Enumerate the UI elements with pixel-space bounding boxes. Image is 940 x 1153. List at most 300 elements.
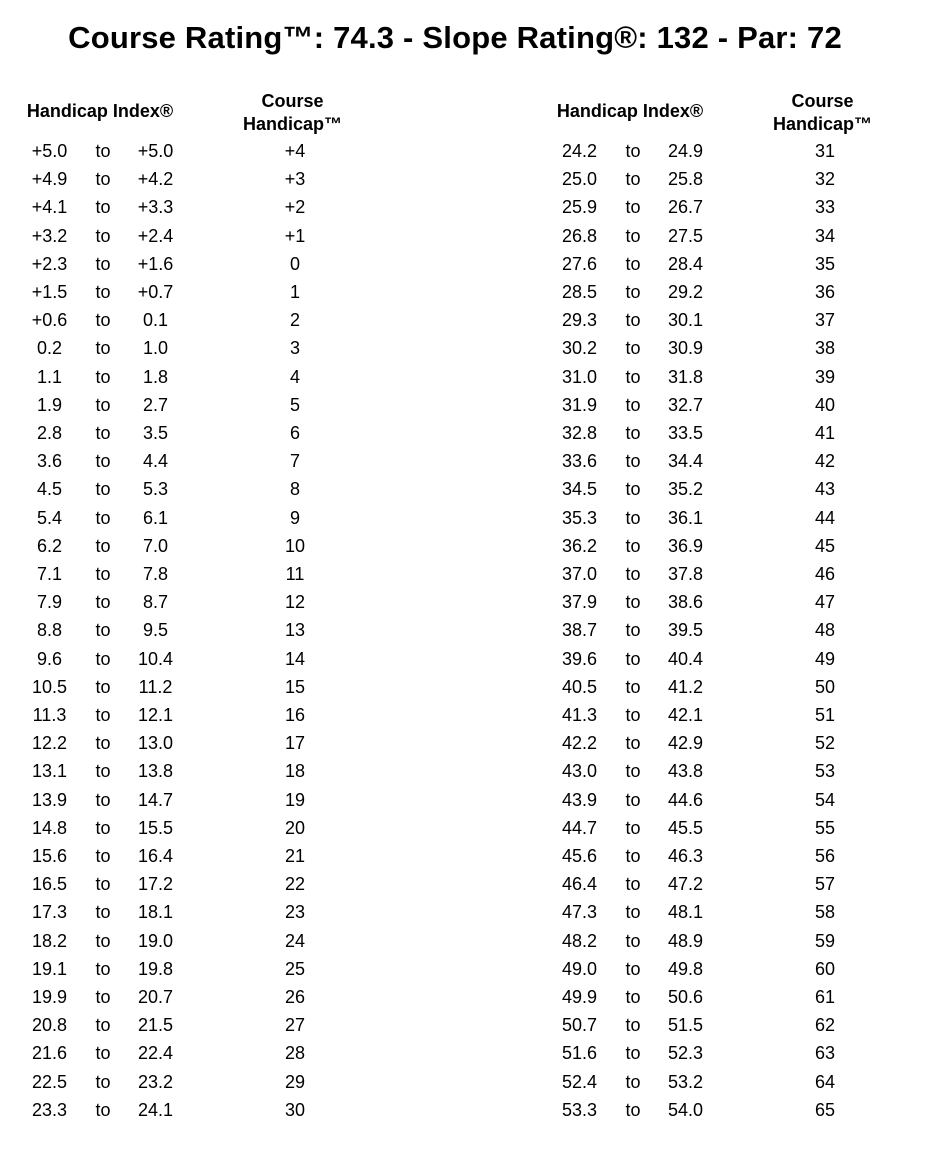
handicap-index-to: +0.7 bbox=[137, 282, 174, 302]
handicap-index-from: 40.5 bbox=[561, 676, 598, 697]
handicap-index-from: 4.5 bbox=[36, 479, 63, 500]
table-row bbox=[540, 729, 900, 757]
handicap-index-to: 49.8 bbox=[667, 958, 704, 979]
range-separator: to bbox=[95, 987, 111, 1007]
handicap-index-from: 26.8 bbox=[561, 225, 598, 246]
course-handicap: 47 bbox=[814, 592, 836, 613]
range-separator: to bbox=[625, 338, 641, 359]
table-row bbox=[10, 222, 370, 250]
header-course-handicap-line1: Course bbox=[261, 91, 324, 111]
handicap-index-from: 49.9 bbox=[561, 987, 598, 1007]
course-handicap: 57 bbox=[814, 874, 836, 895]
table-row bbox=[540, 814, 900, 842]
table-row bbox=[10, 391, 370, 419]
table-row bbox=[10, 927, 370, 955]
course-handicap: 55 bbox=[814, 817, 836, 838]
table-row bbox=[10, 504, 370, 532]
table-row bbox=[10, 842, 370, 870]
table-row bbox=[540, 165, 900, 193]
range-separator: to bbox=[625, 930, 641, 951]
handicap-index-to: 28.4 bbox=[667, 253, 704, 274]
handicap-index-from: 1.1 bbox=[36, 366, 63, 387]
course-handicap: 8 bbox=[289, 479, 300, 500]
table-row bbox=[10, 701, 370, 729]
course-handicap: 53 bbox=[814, 761, 836, 782]
range-separator: to bbox=[625, 564, 641, 584]
handicap-index-from: 23.3 bbox=[31, 1099, 68, 1120]
range-separator: to bbox=[625, 676, 641, 697]
handicap-index-from: 15.6 bbox=[31, 846, 68, 866]
table-row bbox=[540, 588, 900, 616]
range-separator: to bbox=[625, 902, 641, 923]
handicap-index-to: 43.8 bbox=[667, 761, 704, 782]
course-handicap: 63 bbox=[814, 1043, 836, 1064]
course-handicap: 17 bbox=[284, 733, 306, 754]
handicap-index-from: 35.3 bbox=[561, 507, 598, 528]
table-row bbox=[540, 306, 900, 334]
table-row bbox=[10, 475, 370, 503]
range-separator: to bbox=[625, 507, 641, 528]
course-handicap: 65 bbox=[814, 1099, 836, 1120]
course-handicap: 3 bbox=[289, 338, 300, 359]
table-row bbox=[10, 645, 370, 673]
handicap-index-to: 7.8 bbox=[142, 564, 169, 584]
handicap-index-from: 52.4 bbox=[561, 1071, 598, 1092]
range-separator: to bbox=[95, 564, 111, 584]
range-separator: to bbox=[95, 1015, 111, 1036]
handicap-index-to: 14.7 bbox=[137, 789, 174, 810]
course-handicap: 27 bbox=[284, 1015, 306, 1036]
handicap-index-to: 9.5 bbox=[142, 620, 169, 641]
handicap-index-to: 35.2 bbox=[667, 479, 704, 500]
table-row bbox=[540, 927, 900, 955]
range-separator: to bbox=[625, 761, 641, 782]
range-separator: to bbox=[625, 1015, 641, 1036]
handicap-index-to: 25.8 bbox=[667, 169, 704, 190]
table-row bbox=[540, 278, 900, 306]
table-row bbox=[10, 419, 370, 447]
course-handicap: 13 bbox=[284, 620, 306, 641]
handicap-index-from: 33.6 bbox=[561, 451, 598, 472]
handicap-index-to: 53.2 bbox=[667, 1071, 704, 1092]
course-handicap: +3 bbox=[284, 169, 306, 190]
handicap-index-to: 26.7 bbox=[667, 197, 704, 218]
handicap-index-from: 53.3 bbox=[561, 1099, 598, 1120]
range-separator: to bbox=[95, 451, 111, 472]
table-row bbox=[10, 334, 370, 362]
course-handicap: 50 bbox=[814, 676, 836, 697]
handicap-index-from: 42.2 bbox=[561, 733, 598, 754]
range-separator: to bbox=[625, 366, 641, 387]
range-separator: to bbox=[95, 592, 111, 613]
handicap-index-from: 38.7 bbox=[561, 620, 598, 641]
handicap-index-from: 27.6 bbox=[561, 253, 598, 274]
handicap-index-from: 50.7 bbox=[561, 1015, 598, 1036]
table-row bbox=[10, 814, 370, 842]
range-separator: to bbox=[625, 197, 641, 218]
table-row bbox=[10, 250, 370, 278]
course-handicap: 0 bbox=[289, 253, 300, 274]
handicap-index-to: 46.3 bbox=[667, 846, 704, 866]
course-handicap: 56 bbox=[814, 846, 836, 866]
range-separator: to bbox=[625, 169, 641, 190]
range-separator: to bbox=[625, 705, 641, 725]
handicap-index-to: 42.9 bbox=[667, 733, 704, 754]
table-row bbox=[10, 447, 370, 475]
handicap-index-to: 24.1 bbox=[137, 1099, 174, 1120]
table-row bbox=[540, 447, 900, 475]
handicap-index-to: 42.1 bbox=[667, 705, 704, 725]
course-handicap: 37 bbox=[814, 310, 836, 331]
table-row bbox=[10, 616, 370, 644]
handicap-index-to: 31.8 bbox=[667, 366, 704, 387]
range-separator: to bbox=[625, 1043, 641, 1064]
table-row bbox=[10, 955, 370, 983]
handicap-index-to: 20.7 bbox=[137, 987, 174, 1007]
handicap-index-to: 33.5 bbox=[667, 423, 704, 443]
handicap-index-to: 30.1 bbox=[667, 310, 704, 331]
range-separator: to bbox=[95, 169, 111, 190]
range-separator: to bbox=[95, 197, 111, 218]
handicap-index-to: 19.8 bbox=[137, 958, 174, 979]
handicap-index-to: +4.2 bbox=[137, 169, 174, 190]
handicap-index-from: 11.3 bbox=[32, 705, 67, 725]
range-separator: to bbox=[95, 676, 111, 697]
course-handicap: +1 bbox=[284, 225, 306, 246]
header-course-handicap-line1: Course bbox=[791, 91, 854, 111]
handicap-index-from: 34.5 bbox=[561, 479, 598, 500]
range-separator: to bbox=[625, 592, 641, 613]
handicap-index-from: 45.6 bbox=[561, 846, 598, 866]
handicap-index-from: 14.8 bbox=[31, 817, 68, 838]
handicap-index-from: 13.1 bbox=[31, 761, 68, 782]
handicap-index-from: 0.2 bbox=[36, 338, 63, 359]
handicap-index-to: 54.0 bbox=[667, 1099, 704, 1120]
table-row bbox=[540, 842, 900, 870]
handicap-index-to: 13.8 bbox=[137, 761, 174, 782]
range-separator: to bbox=[95, 479, 111, 500]
table-row bbox=[540, 786, 900, 814]
table-row bbox=[540, 1096, 900, 1124]
table-row bbox=[10, 137, 370, 165]
handicap-index-from: 16.5 bbox=[31, 874, 68, 895]
course-handicap: 34 bbox=[814, 225, 836, 246]
range-separator: to bbox=[625, 874, 641, 895]
range-separator: to bbox=[95, 225, 111, 246]
header-handicap-index-right: Handicap Index® bbox=[556, 101, 704, 121]
course-handicap: 16 bbox=[284, 705, 306, 725]
course-handicap: 22 bbox=[284, 874, 306, 895]
handicap-index-from: 46.4 bbox=[561, 874, 598, 895]
handicap-index-to: 36.9 bbox=[667, 535, 704, 556]
course-handicap: 35 bbox=[814, 253, 836, 274]
handicap-index-to: 41.2 bbox=[667, 676, 704, 697]
handicap-index-from: 37.0 bbox=[561, 564, 598, 584]
header-handicap-index-left: Handicap Index® bbox=[26, 101, 174, 121]
table-row bbox=[10, 983, 370, 1011]
handicap-index-to: 50.6 bbox=[667, 987, 704, 1007]
table-row bbox=[10, 673, 370, 701]
range-separator: to bbox=[95, 423, 111, 443]
course-handicap: 9 bbox=[289, 507, 300, 528]
range-separator: to bbox=[95, 141, 111, 161]
handicap-index-from: 41.3 bbox=[561, 705, 598, 725]
table-row bbox=[10, 786, 370, 814]
range-separator: to bbox=[95, 733, 111, 754]
table-row bbox=[10, 1011, 370, 1039]
table-row bbox=[540, 955, 900, 983]
handicap-index-from: 17.3 bbox=[31, 902, 68, 923]
handicap-index-to: 0.1 bbox=[142, 310, 169, 331]
range-separator: to bbox=[625, 282, 641, 302]
range-separator: to bbox=[95, 394, 111, 415]
handicap-index-to: 51.5 bbox=[667, 1015, 704, 1036]
range-separator: to bbox=[95, 310, 111, 331]
course-handicap: 36 bbox=[814, 282, 836, 302]
handicap-index-from: +4.1 bbox=[31, 197, 68, 218]
handicap-index-from: 44.7 bbox=[561, 817, 598, 838]
course-handicap: 38 bbox=[814, 338, 836, 359]
range-separator: to bbox=[95, 789, 111, 810]
course-handicap: 59 bbox=[814, 930, 836, 951]
header-course-handicap-right bbox=[760, 90, 885, 136]
handicap-index-from: 25.9 bbox=[561, 197, 598, 218]
table-row bbox=[10, 278, 370, 306]
handicap-index-to: 4.4 bbox=[142, 451, 169, 472]
course-handicap: 15 bbox=[284, 676, 306, 697]
table-row bbox=[540, 673, 900, 701]
handicap-index-from: 6.2 bbox=[36, 535, 63, 556]
course-handicap: 60 bbox=[814, 958, 836, 979]
range-separator: to bbox=[625, 733, 641, 754]
handicap-index-to: 12.1 bbox=[137, 705, 174, 725]
course-handicap: 31 bbox=[814, 141, 836, 161]
range-separator: to bbox=[625, 789, 641, 810]
course-handicap: 61 bbox=[814, 987, 836, 1007]
course-handicap: 30 bbox=[284, 1099, 306, 1120]
range-separator: to bbox=[625, 1099, 641, 1120]
handicap-index-from: 12.2 bbox=[31, 733, 68, 754]
range-separator: to bbox=[625, 141, 641, 161]
handicap-index-from: 5.4 bbox=[36, 507, 63, 528]
handicap-index-from: 31.9 bbox=[561, 394, 598, 415]
handicap-index-from: 3.6 bbox=[36, 451, 63, 472]
range-separator: to bbox=[95, 1071, 111, 1092]
handicap-index-to: 38.6 bbox=[667, 592, 704, 613]
handicap-index-to: 15.5 bbox=[137, 817, 174, 838]
range-separator: to bbox=[95, 648, 111, 669]
range-separator: to bbox=[95, 253, 111, 274]
handicap-index-from: 28.5 bbox=[561, 282, 598, 302]
table-row bbox=[10, 1039, 370, 1067]
range-separator: to bbox=[95, 930, 111, 951]
range-separator: to bbox=[625, 394, 641, 415]
handicap-index-to: 40.4 bbox=[667, 648, 704, 669]
range-separator: to bbox=[95, 620, 111, 641]
table-row bbox=[10, 165, 370, 193]
range-separator: to bbox=[625, 253, 641, 274]
range-separator: to bbox=[95, 535, 111, 556]
header-course-handicap-left bbox=[230, 90, 355, 136]
handicap-index-from: 19.1 bbox=[31, 958, 68, 979]
table-row bbox=[540, 250, 900, 278]
course-handicap: 62 bbox=[814, 1015, 836, 1036]
handicap-index-from: 39.6 bbox=[561, 648, 598, 669]
range-separator: to bbox=[95, 366, 111, 387]
table-row bbox=[10, 898, 370, 926]
table-row bbox=[540, 983, 900, 1011]
table-row bbox=[540, 898, 900, 926]
course-handicap: 45 bbox=[814, 535, 836, 556]
range-separator: to bbox=[625, 225, 641, 246]
range-separator: to bbox=[625, 479, 641, 500]
handicap-index-to: 48.9 bbox=[667, 930, 704, 951]
handicap-index-from: 43.0 bbox=[561, 761, 598, 782]
course-handicap: 7 bbox=[289, 451, 300, 472]
range-separator: to bbox=[625, 958, 641, 979]
handicap-index-from: +5.0 bbox=[31, 141, 68, 161]
table-row bbox=[540, 757, 900, 785]
handicap-index-from: 2.8 bbox=[36, 423, 63, 443]
course-handicap: 19 bbox=[284, 789, 306, 810]
table-row bbox=[10, 363, 370, 391]
handicap-index-from: 30.2 bbox=[561, 338, 598, 359]
table-row bbox=[10, 532, 370, 560]
handicap-index-to: +3.3 bbox=[137, 197, 174, 218]
range-separator: to bbox=[625, 648, 641, 669]
handicap-index-to: 8.7 bbox=[142, 592, 169, 613]
course-handicap: 42 bbox=[814, 451, 836, 472]
range-separator: to bbox=[625, 535, 641, 556]
range-separator: to bbox=[625, 423, 641, 443]
course-handicap: 2 bbox=[289, 310, 300, 331]
handicap-index-to: 39.5 bbox=[667, 620, 704, 641]
handicap-index-to: 36.1 bbox=[667, 507, 704, 528]
course-handicap: 32 bbox=[814, 169, 836, 190]
range-separator: to bbox=[95, 846, 111, 866]
range-separator: to bbox=[95, 817, 111, 838]
range-separator: to bbox=[625, 451, 641, 472]
course-handicap: 21 bbox=[284, 846, 306, 866]
table-row bbox=[540, 870, 900, 898]
course-handicap: 39 bbox=[814, 366, 836, 387]
handicap-index-to: 22.4 bbox=[137, 1043, 174, 1064]
handicap-index-from: 22.5 bbox=[31, 1071, 68, 1092]
course-handicap: 6 bbox=[289, 423, 300, 443]
course-handicap: 29 bbox=[284, 1071, 306, 1092]
course-handicap: 51 bbox=[814, 705, 836, 725]
handicap-index-to: 11.2 bbox=[138, 676, 173, 697]
handicap-index-from: 32.8 bbox=[561, 423, 598, 443]
range-separator: to bbox=[625, 987, 641, 1007]
table-row bbox=[540, 560, 900, 588]
course-handicap: 48 bbox=[814, 620, 836, 641]
course-handicap: 52 bbox=[814, 733, 836, 754]
header-course-handicap-line2: Handicap™ bbox=[242, 114, 343, 134]
handicap-index-to: 21.5 bbox=[137, 1015, 174, 1036]
range-separator: to bbox=[95, 902, 111, 923]
handicap-index-to: 18.1 bbox=[137, 902, 174, 923]
range-separator: to bbox=[95, 761, 111, 782]
handicap-index-from: 29.3 bbox=[561, 310, 598, 331]
handicap-index-from: 24.2 bbox=[561, 141, 598, 161]
table-row bbox=[540, 1068, 900, 1096]
handicap-index-from: 9.6 bbox=[36, 648, 63, 669]
handicap-index-to: 13.0 bbox=[137, 733, 174, 754]
course-handicap: 54 bbox=[814, 789, 836, 810]
range-separator: to bbox=[95, 958, 111, 979]
handicap-index-to: +1.6 bbox=[137, 253, 174, 274]
range-separator: to bbox=[95, 874, 111, 895]
table-row bbox=[540, 1039, 900, 1067]
table-row bbox=[10, 1068, 370, 1096]
handicap-index-from: 10.5 bbox=[31, 676, 68, 697]
course-handicap: 24 bbox=[284, 930, 306, 951]
table-row bbox=[10, 1096, 370, 1124]
handicap-index-to: 23.2 bbox=[137, 1071, 174, 1092]
table-row bbox=[540, 334, 900, 362]
handicap-index-from: 13.9 bbox=[31, 789, 68, 810]
course-handicap: 12 bbox=[284, 592, 306, 613]
header-course-handicap-line2: Handicap™ bbox=[772, 114, 873, 134]
course-handicap: 5 bbox=[289, 394, 300, 415]
handicap-index-to: 19.0 bbox=[137, 930, 174, 951]
handicap-index-from: 48.2 bbox=[561, 930, 598, 951]
table-row bbox=[10, 193, 370, 221]
handicap-index-to: 6.1 bbox=[142, 507, 169, 528]
table-row bbox=[540, 1011, 900, 1039]
handicap-index-from: 25.0 bbox=[561, 169, 598, 190]
handicap-index-from: 20.8 bbox=[31, 1015, 68, 1036]
table-row bbox=[10, 870, 370, 898]
course-handicap: 14 bbox=[284, 648, 306, 669]
handicap-index-to: 48.1 bbox=[667, 902, 704, 923]
course-handicap: 1 bbox=[289, 282, 300, 302]
course-handicap: 58 bbox=[814, 902, 836, 923]
table-row bbox=[10, 757, 370, 785]
table-row bbox=[540, 363, 900, 391]
handicap-index-to: +2.4 bbox=[137, 225, 174, 246]
handicap-index-from: +4.9 bbox=[31, 169, 68, 190]
course-handicap: 4 bbox=[289, 366, 300, 387]
handicap-index-to: +5.0 bbox=[137, 141, 174, 161]
handicap-index-from: 19.9 bbox=[31, 987, 68, 1007]
range-separator: to bbox=[95, 338, 111, 359]
handicap-index-from: 51.6 bbox=[561, 1043, 598, 1064]
handicap-index-to: 1.8 bbox=[142, 366, 169, 387]
range-separator: to bbox=[625, 310, 641, 331]
handicap-index-from: 1.9 bbox=[36, 394, 63, 415]
page-title: Course Rating™: 74.3 - Slope Rating®: 132 - Par: 72 bbox=[68, 20, 842, 55]
handicap-index-from: 21.6 bbox=[31, 1043, 68, 1064]
handicap-index-from: +3.2 bbox=[31, 225, 68, 246]
handicap-index-to: 47.2 bbox=[667, 874, 704, 895]
handicap-index-from: 18.2 bbox=[31, 930, 68, 951]
table-row bbox=[10, 729, 370, 757]
course-handicap: 40 bbox=[814, 394, 836, 415]
course-handicap: 49 bbox=[814, 648, 836, 669]
table-row bbox=[540, 701, 900, 729]
table-row bbox=[10, 306, 370, 334]
course-handicap: 43 bbox=[814, 479, 836, 500]
course-handicap: 44 bbox=[814, 507, 836, 528]
table-row bbox=[540, 391, 900, 419]
table-row bbox=[540, 419, 900, 447]
handicap-index-to: 3.5 bbox=[142, 423, 169, 443]
handicap-index-from: 31.0 bbox=[561, 366, 598, 387]
range-separator: to bbox=[625, 1071, 641, 1092]
range-separator: to bbox=[95, 282, 111, 302]
